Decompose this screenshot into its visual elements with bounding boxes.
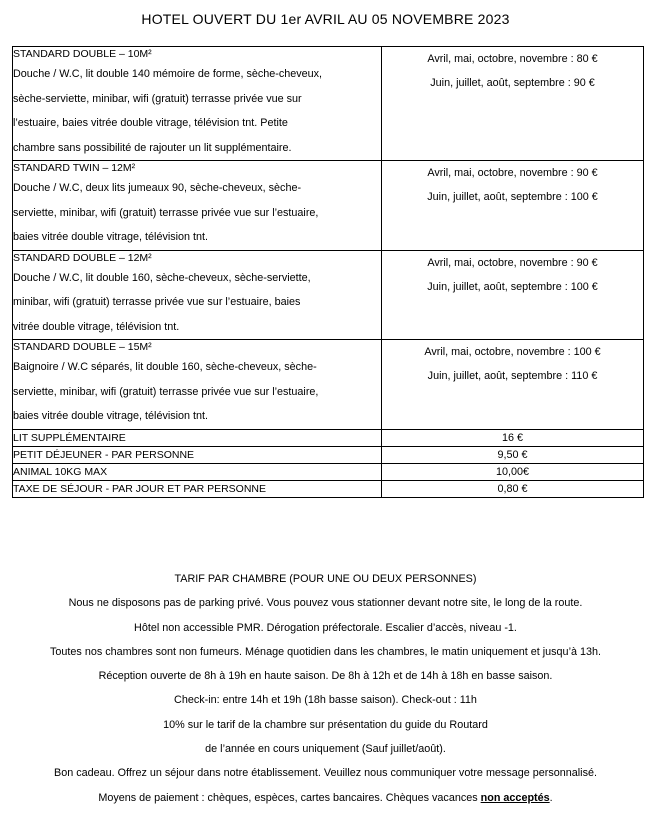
room-description-cell (13, 340, 382, 430)
price-low-season: Avril, mai, octobre, novembre : 90 € (427, 167, 598, 179)
room-name: STANDARD TWIN – 12M² (13, 162, 136, 174)
note-parking: Nous ne disposons pas de parking privé. Vous pouvez vous stationner devant notre site, le long de la route. (68, 597, 583, 610)
extra-price: 10,00€ (382, 463, 644, 480)
room-price-cell (382, 47, 644, 161)
extra-name: LIT SUPPLÉMENTAIRE (13, 429, 382, 446)
room-row (13, 161, 644, 251)
room-price-cell (382, 250, 644, 340)
room-name: STANDARD DOUBLE – 12M² (13, 251, 152, 264)
payment-suffix: . (549, 791, 553, 804)
room-description-line: Douche / W.C, lit double 140 mémoire de forme, sèche-cheveux, (13, 68, 323, 80)
room-description-line: chambre sans possibilité de rajouter un lit supplémentaire. (13, 141, 292, 154)
price-high-season: Juin, juillet, août, septembre : 110 € (427, 370, 598, 382)
page-title: HOTEL OUVERT DU 1er AVRIL AU 05 NOVEMBRE 2023 (141, 11, 510, 27)
room-description-line: Baignoire / W.C séparés, lit double 160, sèche-cheveux, sèche- (13, 361, 317, 373)
extra-row (13, 463, 644, 480)
room-description (13, 266, 381, 340)
note-tarif: TARIF PAR CHAMBRE (POUR UNE OU DEUX PERSONNES) (174, 573, 477, 585)
room-description-line: Douche / W.C, lit double 160, sèche-cheveux, sèche-serviette, (13, 271, 311, 284)
note-reception: Réception ouverte de 8h à 19h en haute saison. De 8h à 12h et de 14h à 18h en basse saison. (98, 670, 553, 683)
note-payment (0, 786, 651, 810)
note-checkin: Check-in: entre 14h et 19h (18h basse saison). Check-out : 11h (174, 694, 477, 707)
room-price-cell (382, 161, 644, 251)
room-description-cell (13, 250, 382, 340)
extra-price: 0,80 € (382, 480, 644, 497)
note-pmr: Hôtel non accessible PMR. Dérogation préfectorale. Escalier d’accès, niveau -1. (134, 621, 517, 634)
room-row (13, 340, 644, 430)
extra-name: PETIT DÉJEUNER - PAR PERSONNE (13, 446, 382, 463)
extra-row (13, 446, 644, 463)
price-low-season: Avril, mai, octobre, novembre : 90 € (427, 256, 598, 269)
room-row (13, 47, 644, 161)
room-description-line: baies vitrée double vitrage, télévision tnt. (13, 410, 209, 422)
tariff-table (12, 46, 644, 498)
notes-section (0, 567, 651, 810)
room-row (13, 250, 644, 340)
room-description (13, 355, 381, 429)
room-name: STANDARD DOUBLE – 15M² (13, 341, 152, 353)
extra-price: 9,50 € (382, 446, 644, 463)
payment-not-accepted: non acceptés (480, 791, 550, 804)
note-gift-voucher: Bon cadeau. Offrez un séjour dans notre établissement. Veuillez nous communiquer votre message personnalisé. (54, 767, 597, 780)
room-description-line: Douche / W.C, deux lits jumeaux 90, sèche-cheveux, sèche- (13, 182, 302, 194)
room-name: STANDARD DOUBLE – 10M² (13, 48, 152, 60)
room-description-line: l’estuaire, baies vitrée double vitrage, télévision tnt. Petite (13, 117, 288, 129)
extra-name: ANIMAL 10KG MAX (13, 463, 382, 480)
extra-name: TAXE DE SÉJOUR - PAR JOUR ET PAR PERSONNE (13, 480, 382, 497)
note-routard-discount: 10% sur le tarif de la chambre sur présentation du guide du Routard (163, 718, 488, 731)
extra-price: 16 € (382, 429, 644, 446)
room-description (13, 176, 381, 250)
price-high-season: Juin, juillet, août, septembre : 100 € (427, 191, 598, 203)
price-high-season: Juin, juillet, août, septembre : 90 € (430, 77, 595, 89)
room-description-line: serviette, minibar, wifi (gratuit) terrasse privée vue sur l’estuaire, (13, 385, 319, 398)
room-description-line: serviette, minibar, wifi (gratuit) terrasse privée vue sur l’estuaire, (13, 206, 319, 219)
extra-row (13, 429, 644, 446)
room-description-line: vitrée double vitrage, télévision tnt. (13, 320, 180, 333)
room-description-line: minibar, wifi (gratuit) terrasse privée vue sur l’estuaire, baies (13, 296, 301, 308)
room-price-cell (382, 340, 644, 430)
price-high-season: Juin, juillet, août, septembre : 100 € (427, 280, 598, 293)
note-non-smoking: Toutes nos chambres sont non fumeurs. Ménage quotidien dans les chambres, le matin uniquement et jusqu’à 13h. (50, 645, 601, 658)
extra-row (13, 480, 644, 497)
note-routard-condition: de l’année en cours uniquement (Sauf juillet/août). (205, 743, 446, 756)
room-description (13, 62, 381, 160)
price-low-season: Avril, mai, octobre, novembre : 80 € (427, 53, 598, 65)
room-description-cell (13, 161, 382, 251)
payment-methods: Moyens de paiement : chèques, espèces, cartes bancaires. Chèques vacances (98, 791, 481, 804)
room-description-cell (13, 47, 382, 161)
price-low-season: Avril, mai, octobre, novembre : 100 € (424, 346, 601, 358)
room-description-line: sèche-serviette, minibar, wifi (gratuit) terrasse privée vue sur (13, 92, 302, 105)
room-description-line: baies vitrée double vitrage, télévision tnt. (13, 231, 209, 243)
